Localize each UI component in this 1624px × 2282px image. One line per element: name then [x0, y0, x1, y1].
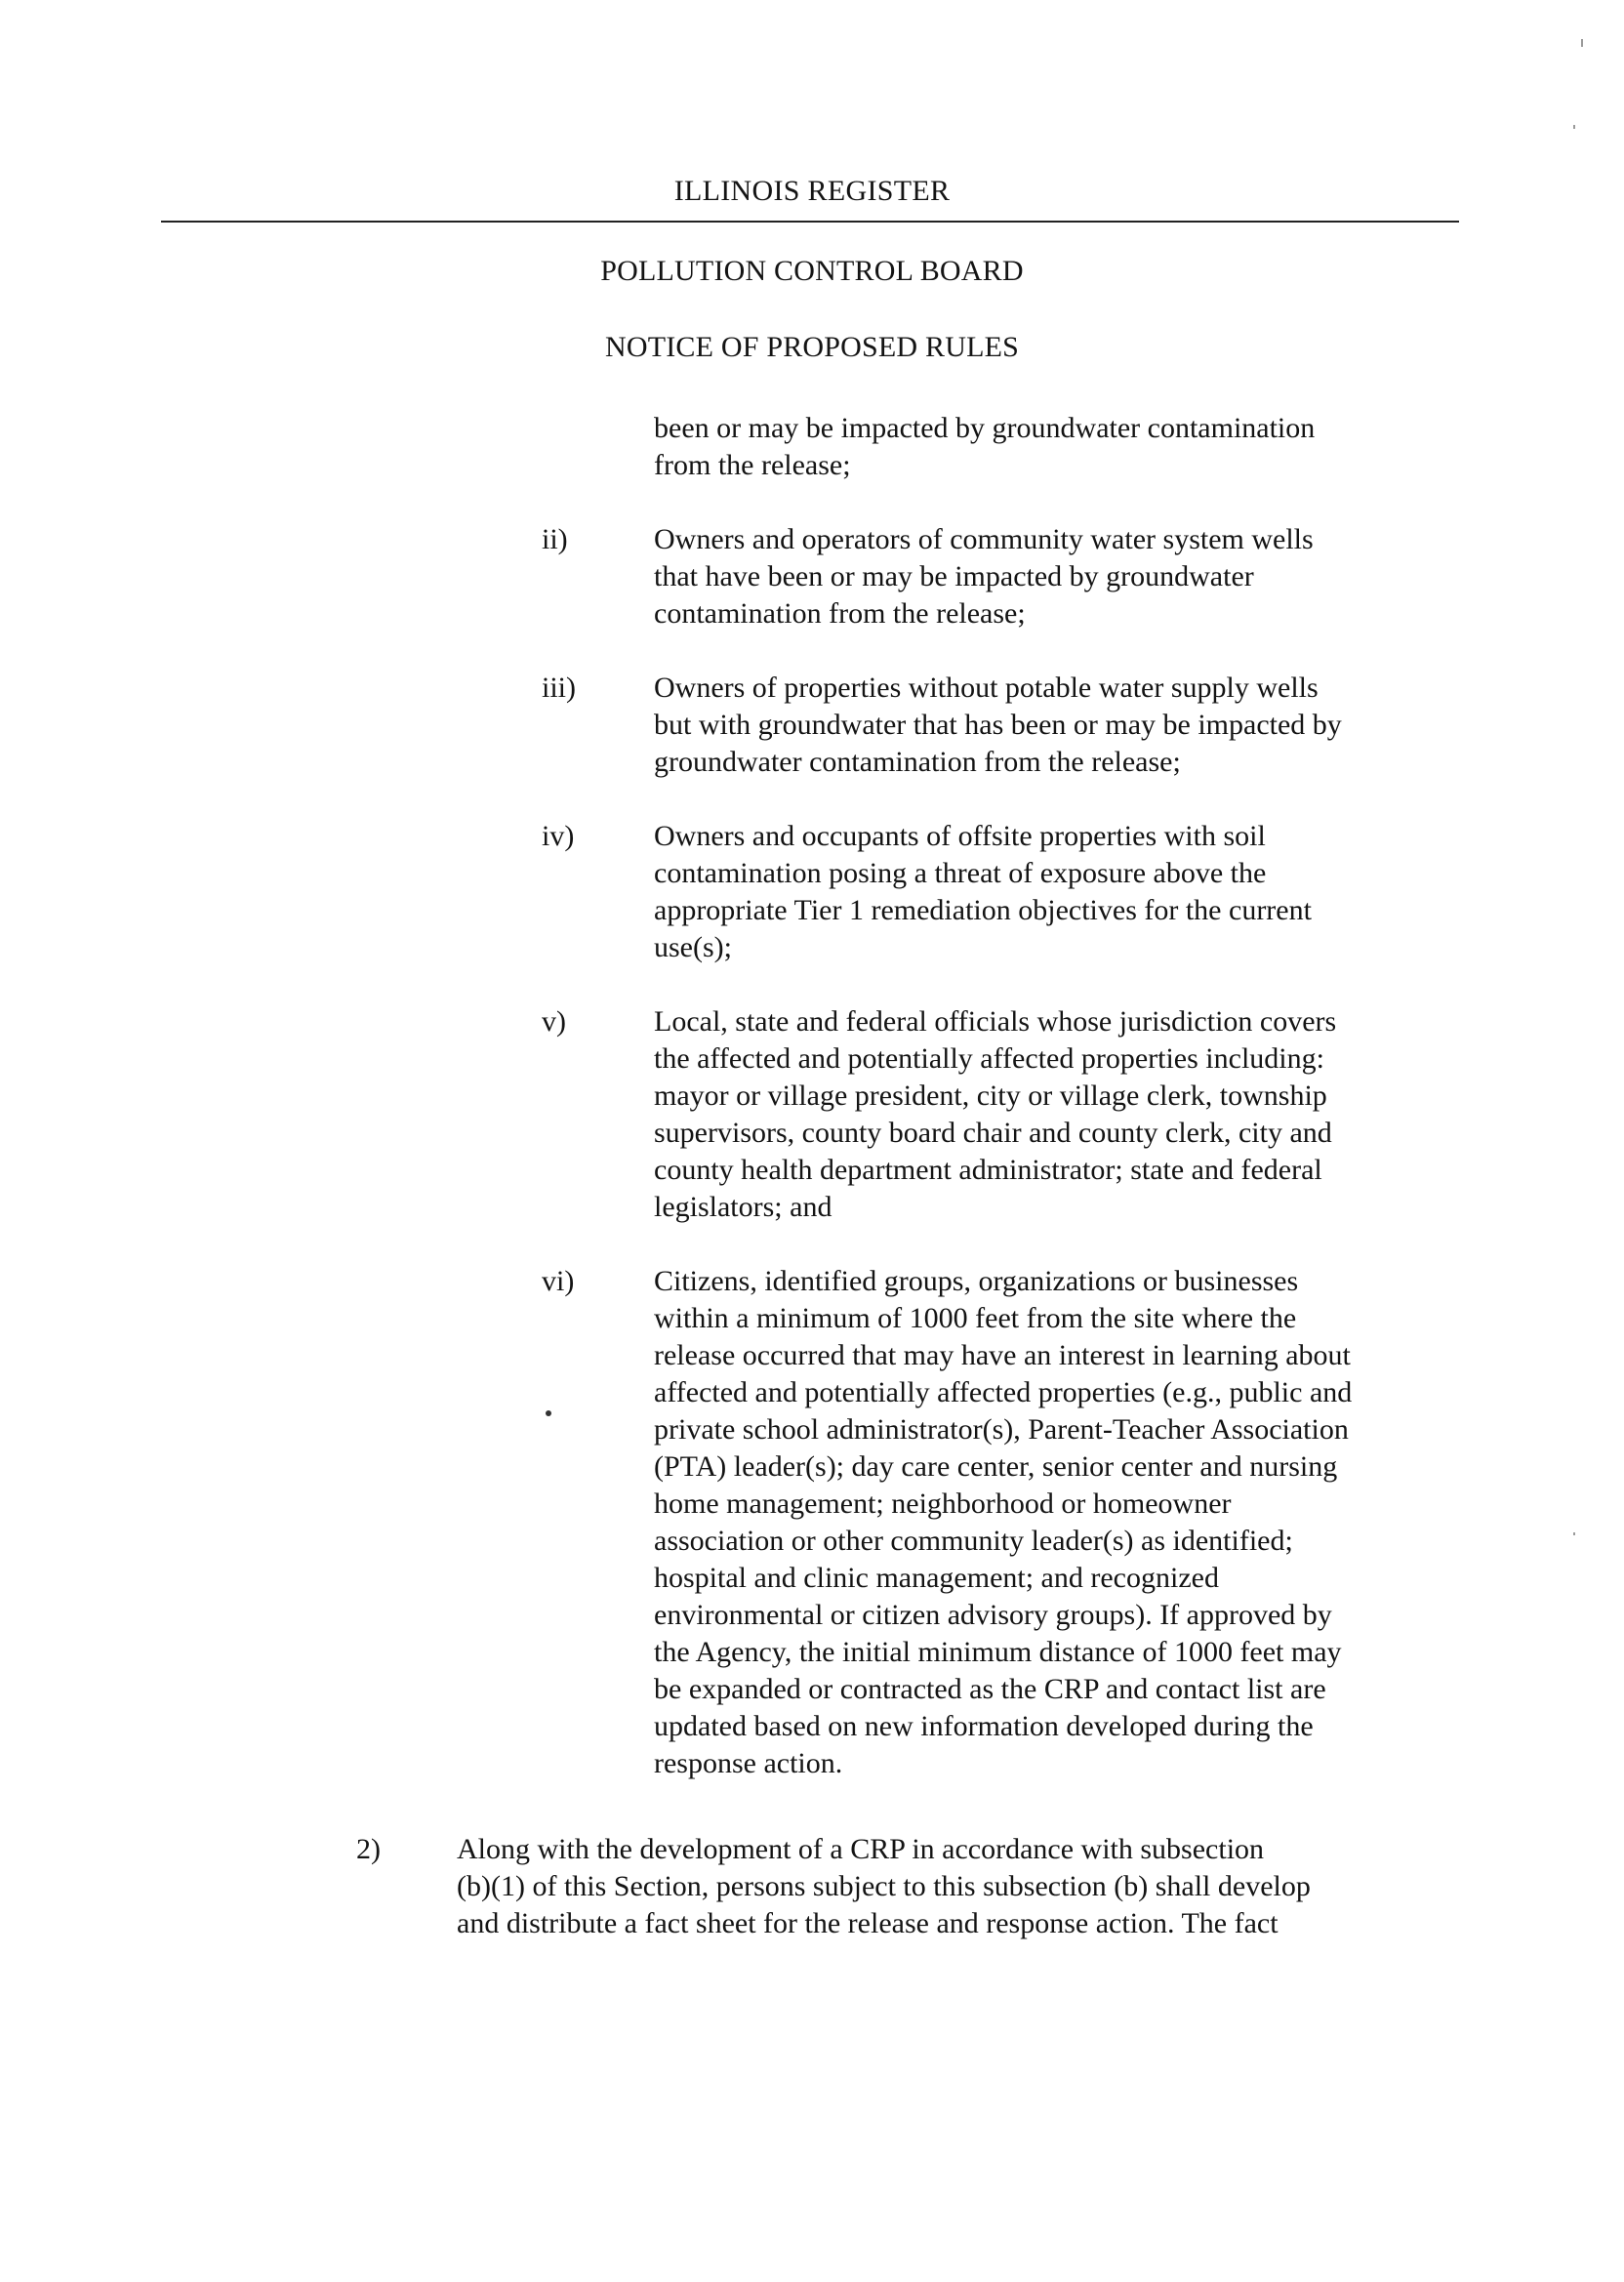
section-label-2: 2): [356, 1833, 381, 1865]
scan-mark: [1581, 39, 1583, 47]
section-text-2: [457, 1831, 1311, 1942]
stray-dot-mark: [546, 1410, 551, 1416]
item-text-v: [654, 1003, 1336, 1226]
board-name: POLLUTION CONTROL BOARD: [600, 255, 1024, 287]
item-text-iv: [654, 818, 1312, 966]
item-text-vi: [654, 1263, 1352, 1782]
section-paragraph: Along with the development of a CRP in accordance with subsection (b)(1) of this Section, persons subject to this subsection (b) shall develop and distribute a fact sheet for the release and response action. The fact: [457, 1833, 1311, 1939]
item-paragraph: Owners of properties without potable water supply wells but with groundwater that has been or may be impacted by groundwater contamination from the release;: [654, 672, 1342, 778]
item-paragraph: Owners and occupants of offsite properties with soil contamination posing a threat of exposure above the appropriate Tier 1 remediation objectives for the current use(s);: [654, 820, 1312, 963]
item-label-iii: iii): [542, 672, 576, 704]
continuation-paragraph: been or may be impacted by groundwater contamination from the release;: [654, 412, 1316, 481]
header-rule: [161, 221, 1459, 223]
item-paragraph: Owners and operators of community water system wells that have been or may be impacted by groundwater contamination from the release;: [654, 523, 1314, 630]
register-title: ILLINOIS REGISTER: [673, 175, 951, 207]
continuation-text: [654, 410, 1315, 484]
item-label-ii: ii): [542, 523, 568, 555]
item-label-v: v): [542, 1005, 566, 1038]
item-label-vi: vi): [542, 1265, 575, 1297]
item-paragraph: Citizens, identified groups, organizations or businesses within a minimum of 1000 feet from the site where the release occurred that may have an interest in learning about affected and potentially affected properties (e.g., public and private school administrator(s), Parent-Teacher Association (PTA) leader(s); day care center, senior center and nursing home management; neighborhood or homeowner association or other community leader(s) as identified; hospital and clinic management; and recognized environmental or citizen advisory groups). If approved by the Agency, the initial minimum distance of 1000 feet may be expanded or contracted as the CRP and contact list are updated based on new information developed during the response action.: [654, 1265, 1353, 1779]
item-text-iii: [654, 670, 1342, 781]
item-text-ii: [654, 521, 1314, 632]
scan-mark: [1573, 125, 1575, 129]
item-label-iv: iv): [542, 820, 575, 852]
scan-mark: [1573, 1532, 1575, 1535]
notice-title: NOTICE OF PROPOSED RULES: [604, 331, 1020, 363]
item-paragraph: Local, state and federal officials whose jurisdiction covers the affected and potentially affected properties including: mayor or village president, city or village clerk, township supervisors, county board chair and county clerk, city and county health department administrator; state and federal legislators; and: [654, 1005, 1337, 1223]
